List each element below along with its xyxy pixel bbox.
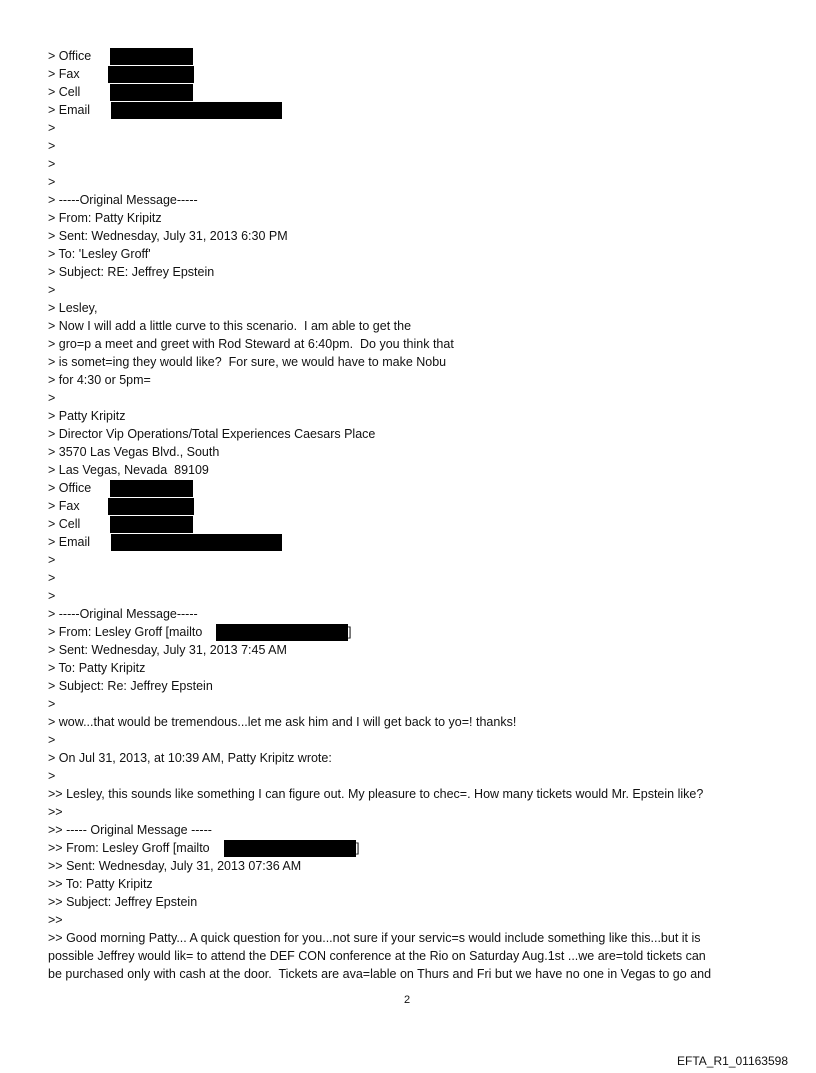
text-line: >: [48, 121, 56, 135]
text-line: > To: 'Lesley Groff': [48, 247, 151, 261]
redaction-mailto-2: [224, 840, 356, 857]
text-line: > On Jul 31, 2013, at 10:39 AM, Patty Kripitz wrote:: [48, 751, 332, 765]
mailto-bracket-2: ]: [356, 841, 360, 855]
redaction-fax-1: [108, 66, 194, 83]
text-line: > 3570 Las Vegas Blvd., South: [48, 445, 220, 459]
text-line: > wow...that would be tremendous...let me ask him and I will get back to yo=! thanks!: [48, 715, 517, 729]
redaction-cell-2: [110, 516, 193, 533]
text-line: >: [48, 283, 56, 297]
text-line: > From: Patty Kripitz: [48, 211, 162, 225]
text-line: > is somet=ing they would like? For sure, we would have to make Nobu: [48, 355, 447, 369]
text-line: > Office: [48, 481, 92, 495]
redaction-email-2: [111, 534, 282, 551]
mailto-bracket-1: ]: [348, 625, 352, 639]
text-line: > Subject: RE: Jeffrey Epstein: [48, 265, 215, 279]
text-line: > Now I will add a little curve to this scenario. I am able to get the: [48, 319, 412, 333]
text-line: >: [48, 553, 56, 567]
text-line: >> Lesley, this sounds like something I can figure out. My pleasure to chec=. How many tickets would Mr. Epstein like?: [48, 787, 704, 801]
redaction-office-2: [110, 480, 193, 497]
text-line: be purchased only with cash at the door. Tickets are ava=lable on Thurs and Fri but we have no one in Vegas to go and: [48, 967, 712, 981]
text-line: > Lesley,: [48, 301, 98, 315]
text-line: > Cell: [48, 517, 81, 531]
text-line: > -----Original Message-----: [48, 607, 198, 621]
text-line: >: [48, 697, 56, 711]
text-line: > Email: [48, 535, 91, 549]
text-line: > Email: [48, 103, 91, 117]
text-line: > From: Lesley Groff [mailto: [48, 625, 203, 639]
text-line: > Director Vip Operations/Total Experiences Caesars Place: [48, 427, 376, 441]
text-line: >>: [48, 805, 63, 819]
text-line: > Cell: [48, 85, 81, 99]
text-line: > To: Patty Kripitz: [48, 661, 146, 675]
redaction-fax-2: [108, 498, 194, 515]
text-line: >: [48, 571, 56, 585]
text-line: >> Subject: Jeffrey Epstein: [48, 895, 198, 909]
text-line: >> Good morning Patty... A quick question for you...not sure if your servic=s would include something like this...but it is: [48, 931, 701, 945]
text-line: > Las Vegas, Nevada 89109: [48, 463, 209, 477]
text-line: > for 4:30 or 5pm=: [48, 373, 151, 387]
text-line: >: [48, 157, 56, 171]
text-line: > Sent: Wednesday, July 31, 2013 7:45 AM: [48, 643, 287, 657]
text-line: >: [48, 769, 56, 783]
text-line: >: [48, 589, 56, 603]
text-line: > Patty Kripitz: [48, 409, 126, 423]
redaction-mailto-1: [216, 624, 348, 641]
text-line: > Office: [48, 49, 92, 63]
text-line: >>: [48, 913, 63, 927]
text-line: > Fax: [48, 499, 80, 513]
text-line: >: [48, 733, 56, 747]
text-line: >: [48, 175, 56, 189]
text-line: > Fax: [48, 67, 80, 81]
text-line: >> ----- Original Message -----: [48, 823, 212, 837]
text-line: >: [48, 391, 56, 405]
text-line: >> Sent: Wednesday, July 31, 2013 07:36 AM: [48, 859, 302, 873]
redaction-cell-1: [110, 84, 193, 101]
text-line: > Subject: Re: Jeffrey Epstein: [48, 679, 213, 693]
redaction-email-1: [111, 102, 282, 119]
text-line: > Sent: Wednesday, July 31, 2013 6:30 PM: [48, 229, 288, 243]
text-line: > gro=p a meet and greet with Rod Steward at 6:40pm. Do you think that: [48, 337, 454, 351]
page-number: 2: [404, 994, 411, 1006]
text-line: >> From: Lesley Groff [mailto: [48, 841, 210, 855]
text-line: >> To: Patty Kripitz: [48, 877, 153, 891]
redaction-office-1: [110, 48, 193, 65]
document-id: EFTA_R1_01163598: [677, 1054, 788, 1068]
text-line: possible Jeffrey would lik= to attend the DEF CON conference at the Rio on Saturday Aug.1st ...we are=told tickets can: [48, 949, 706, 963]
text-line: > -----Original Message-----: [48, 193, 198, 207]
text-line: >: [48, 139, 56, 153]
